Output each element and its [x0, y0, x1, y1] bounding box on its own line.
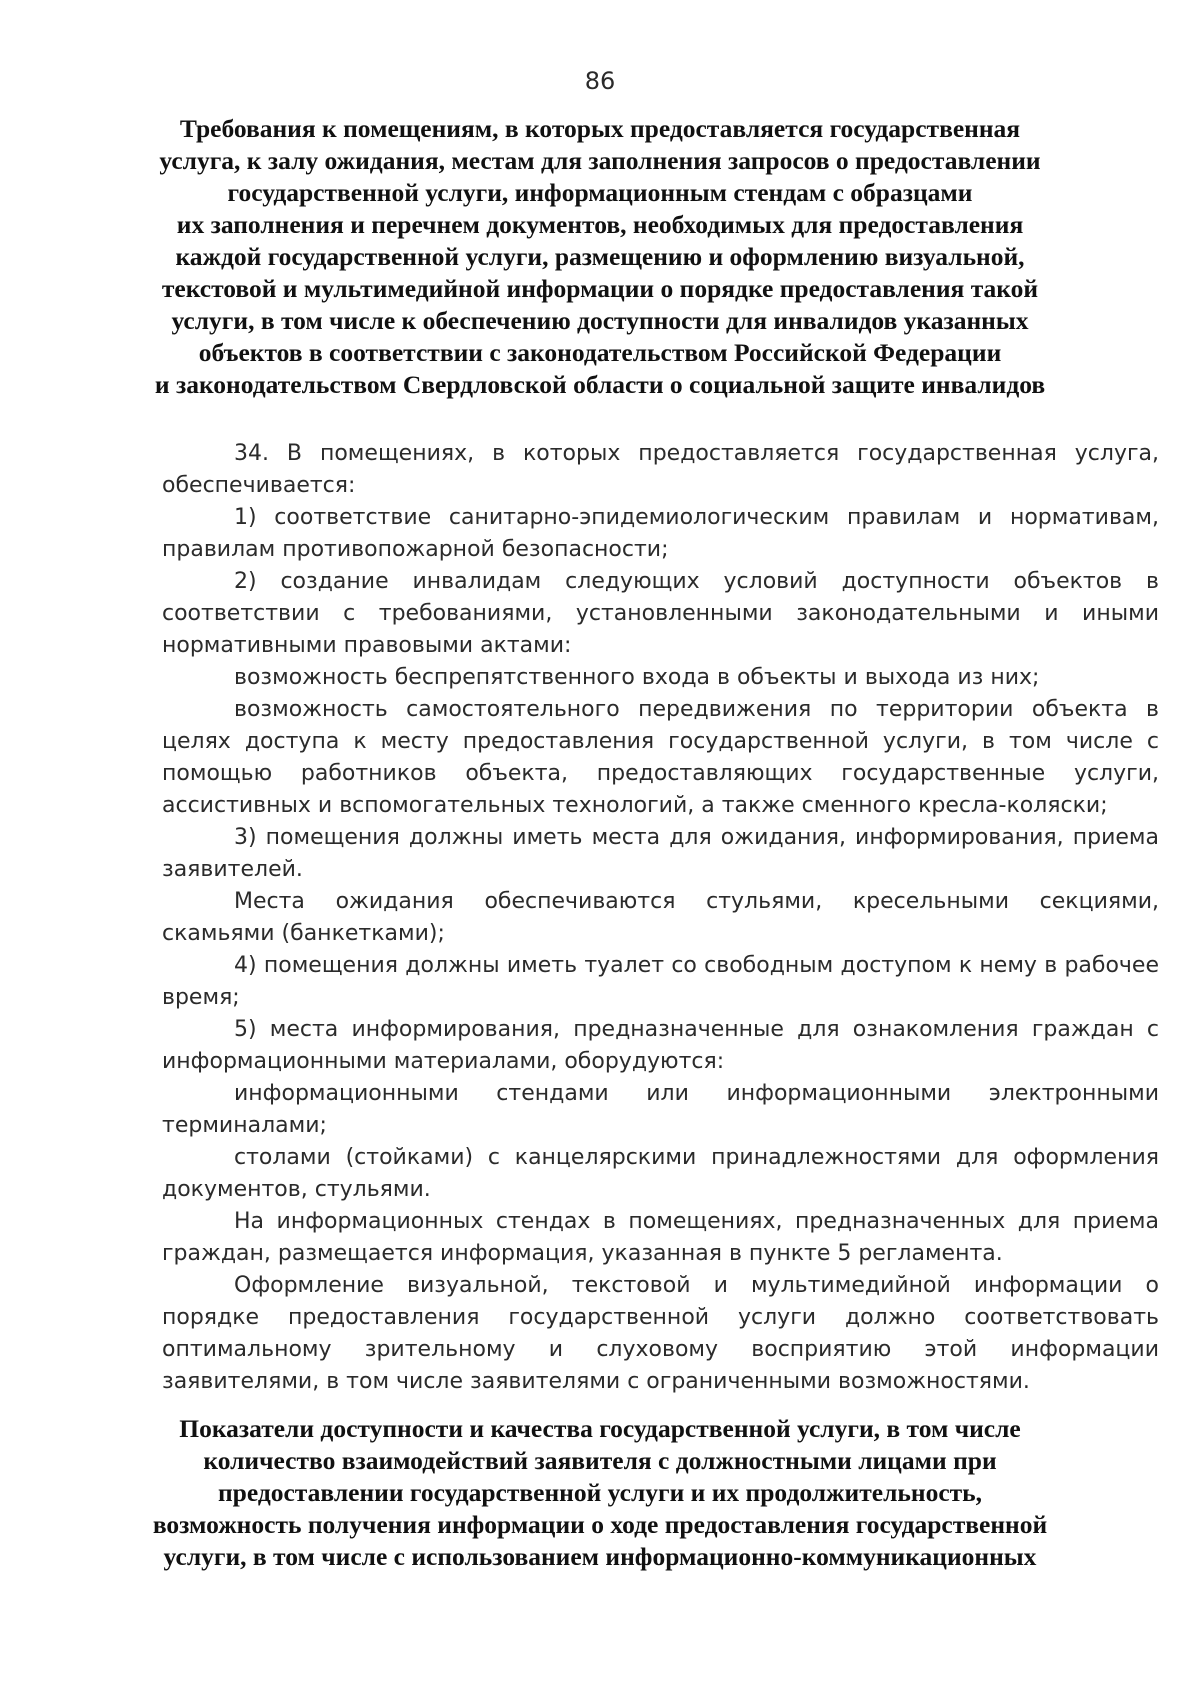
section-body-text	[162, 438, 1159, 1398]
heading-line: возможность получения информации о ходе предоставления государственной	[152, 1510, 1048, 1539]
heading-line: и законодательством Свердловской области о социальной защите инвалидов	[154, 370, 1046, 399]
heading-line: Требования к помещениям, в которых предоставляется государственная	[179, 114, 1021, 143]
paragraph-independent-movement: возможность самостоятельного передвижения по территории объекта в целях доступа к месту предоставления государственной услуги, в том числе с помощью работников объекта, предоставляющих государственные услуги, ассистивных и вспомогательных технологий, а также сменного кресла-коляски;	[162, 697, 1159, 818]
section-heading-premises-requirements	[120, 113, 1080, 401]
paragraph-item-4: 4) помещения должны иметь туалет со свободным доступом к нему в рабочее время;	[162, 953, 1159, 1010]
heading-line: предоставлении государственной услуги и их продолжительность,	[217, 1478, 983, 1507]
heading-line: объектов в соответствии с законодательством Российской Федерации	[198, 338, 1002, 367]
heading-line: количество взаимодействий заявителя с должностными лицами при	[203, 1446, 997, 1475]
heading-line: услуга, к залу ожидания, местам для заполнения запросов о предоставлении	[159, 146, 1041, 175]
paragraph-entrance-access: возможность беспрепятственного входа в объекты и выхода из них;	[234, 665, 1040, 690]
paragraph-waiting-places: Места ожидания обеспечиваются стульями, кресельными секциями, скамьями (банкетками);	[162, 889, 1159, 946]
section-heading-accessibility-indicators	[120, 1413, 1080, 1573]
paragraph-item-1: 1) соответствие санитарно-эпидемиологическим правилам и нормативам, правилам противопожарной безопасности;	[162, 505, 1159, 562]
heading-line: текстовой и мультимедийной информации о порядке предоставления такой	[161, 274, 1039, 303]
page-number: 86	[584, 67, 616, 95]
paragraph-item-5: 5) места информирования, предназначенные для ознакомления граждан с информационными материалами, оборудуются:	[162, 1017, 1159, 1074]
paragraph-item-2: 2) создание инвалидам следующих условий доступности объектов в соответствии с требованиями, установленными законодательными и иными нормативными правовыми актами:	[162, 569, 1159, 658]
heading-line: их заполнения и перечнем документов, необходимых для предоставления	[176, 210, 1024, 239]
heading-line: каждой государственной услуги, размещению и оформлению визуальной,	[175, 242, 1025, 271]
paragraph-visual-design: Оформление визуальной, текстовой и мультимедийной информации о порядке предоставления государственной услуги должно соответствовать оптимальному зрительному и слуховому восприятию этой информации заявителями, в том числе заявителями с ограниченными возможностями.	[162, 1273, 1159, 1394]
paragraph-clause-34: 34. В помещениях, в которых предоставляется государственная услуга, обеспечивается:	[162, 441, 1159, 498]
paragraph-item-3: 3) помещения должны иметь места для ожидания, информирования, приема заявителей.	[162, 825, 1159, 882]
heading-line: Показатели доступности и качества государственной услуги, в том числе	[179, 1414, 1021, 1443]
heading-line: государственной услуги, информационным стендам с образцами	[227, 178, 973, 207]
paragraph-info-stands: информационными стендами или информационными электронными терминалами;	[162, 1081, 1159, 1138]
heading-line: услуги, в том числе с использованием информационно-коммуникационных	[163, 1542, 1037, 1571]
paragraph-desks: столами (стойками) с канцелярскими принадлежностями для оформления документов, стульями.	[162, 1145, 1159, 1202]
heading-line: услуги, в том числе к обеспечению доступности для инвалидов указанных	[171, 306, 1029, 335]
paragraph-stand-information: На информационных стендах в помещениях, предназначенных для приема граждан, размещается информация, указанная в пункте 5 регламента.	[162, 1209, 1159, 1266]
